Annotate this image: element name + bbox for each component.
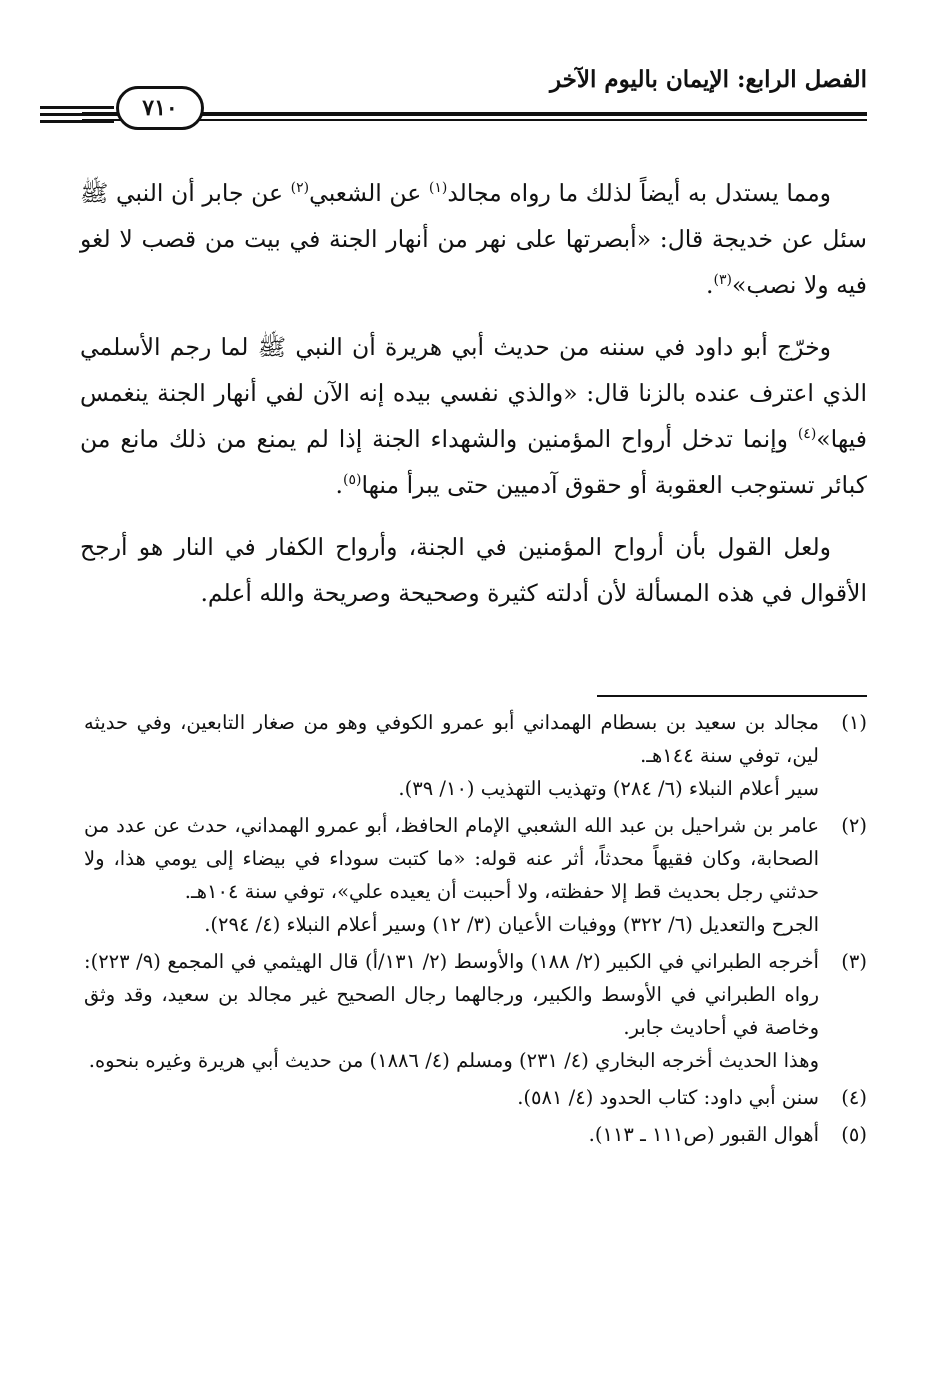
footnote-body	[84, 945, 819, 1077]
footnote-number: (٤)	[841, 1086, 867, 1109]
footnote-ref[interactable]: (٥)	[342, 472, 362, 489]
main-text	[80, 170, 867, 632]
paragraph	[80, 170, 867, 308]
paragraph	[80, 324, 867, 508]
footnote-number: (٢)	[841, 814, 867, 837]
footnote	[84, 706, 867, 805]
footnote-separator	[597, 695, 867, 697]
paragraph-text: وخرّج أبو داود في سننه من حديث أبي هريرة أن النبي ﷺ لما رجم الأسلمي الذي اعترف عنده بالزنا قال: «والذي نفسي بيده إنه الآن لفي أنهار الجنة ينغمس فيها»	[80, 333, 867, 453]
footnote-text: وهذا الحديث أخرجه البخاري (٤/ ٢٣١) ومسلم (٤/ ١٨٨٦) من حديث أبي هريرة وغيره بنحوه.	[88, 1049, 819, 1072]
footnote	[84, 1081, 867, 1114]
footnotes	[84, 706, 867, 1155]
footnote-text: أخرجه الطبراني في الكبير (٢/ ١٨٨) والأوسط (٢/ ١٣١/أ) قال الهيثمي في المجمع (٩/ ٢٢٣): رواه الطبراني في الأوسط والكبير، ورجالهما رجال الصحيح غير مجالد بن سعيد، وقد وثق وخاصة في أحاديث جابر.	[84, 950, 819, 1039]
paragraph-text: ولعل القول بأن أرواح المؤمنين في الجنة، وأرواح الكفار في النار هو أرجح الأقوال في هذه المسألة لأن أدلته كثيرة وصحيحة وصريحة والله أعلم.	[80, 533, 867, 607]
footnote-text: سير أعلام النبلاء (٦/ ٢٨٤) وتهذيب التهذيب (١٠/ ٣٩).	[398, 777, 819, 800]
paragraph-text: ومما يستدل به أيضاً لذلك ما رواه مجالد	[447, 179, 832, 207]
chapter-title: الفصل الرابع: الإيمان باليوم الآخر	[549, 66, 867, 93]
ornament-dash	[40, 120, 114, 123]
footnote-text: أهوال القبور (ص١١١ ـ ١١٣).	[588, 1123, 819, 1146]
footnote-body	[84, 1081, 819, 1114]
paragraph-text: .	[706, 271, 714, 299]
page-number: ٧١٠	[142, 95, 178, 121]
footnote-number: (١)	[841, 711, 867, 734]
footnote-ref[interactable]: (٤)	[797, 426, 817, 443]
footnote-body	[84, 706, 819, 805]
paragraph-text: عن جابر أن النبي ﷺ سئل عن خديجة قال: «أبصرتها على نهر من أنهار الجنة في بيت من قصب لا لغو فيه ولا نصب»	[80, 179, 867, 299]
footnote-text: عامر بن شراحيل بن عبد الله الشعبي الإمام الحافظ، أبو عمرو الهمداني، حدث عن عدد من الصحابة، وكان فقيهاً محدثاً، أثر عنه قوله: «ما كتبت سوداء في بيضاء إلى يومي هذا، ولا حدثني رجل بحديث قط إلا حفظته، ولا أحببت أن يعيده علي»، توفي سنة ١٠٤هـ.	[84, 814, 819, 903]
ornament-dash	[40, 113, 114, 116]
footnote	[84, 809, 867, 941]
paragraph-text: وإنما تدخل أرواح المؤمنين والشهداء الجنة إذا لم يمنع من ذلك مانع من كبائر تستوجب العقوبة أو حقوق آدميين حتى يبرأ منها	[80, 425, 867, 499]
footnote	[84, 945, 867, 1077]
footnote-text: سنن أبي داود: كتاب الحدود (٤/ ٥٨١).	[517, 1086, 819, 1109]
ornament-dash	[40, 106, 114, 109]
footnote-ref[interactable]: (٣)	[713, 272, 732, 289]
paragraph	[80, 524, 867, 616]
footnote-text: الجرح والتعديل (٦/ ٣٢٢) ووفيات الأعيان (٣/ ١٢) وسير أعلام النبلاء (٤/ ٢٩٤).	[204, 913, 819, 936]
page-number-badge	[116, 86, 204, 130]
footnote-ref[interactable]: (٢)	[290, 180, 310, 197]
paragraph-text: .	[335, 471, 343, 499]
footnote-text: مجالد بن سعيد بن بسطام الهمداني أبو عمرو الكوفي وهو من صغار التابعين، وفي حديثه لين، توفي سنة ١٤٤هـ.	[84, 711, 819, 767]
footnote-number: (٣)	[841, 950, 867, 973]
footnote-number: (٥)	[841, 1123, 867, 1146]
paragraph-text: عن الشعبي	[309, 179, 429, 207]
footnote	[84, 1118, 867, 1151]
footnote-body	[84, 809, 819, 941]
footnote-ref[interactable]: (١)	[428, 180, 448, 197]
footnote-body	[84, 1118, 819, 1151]
